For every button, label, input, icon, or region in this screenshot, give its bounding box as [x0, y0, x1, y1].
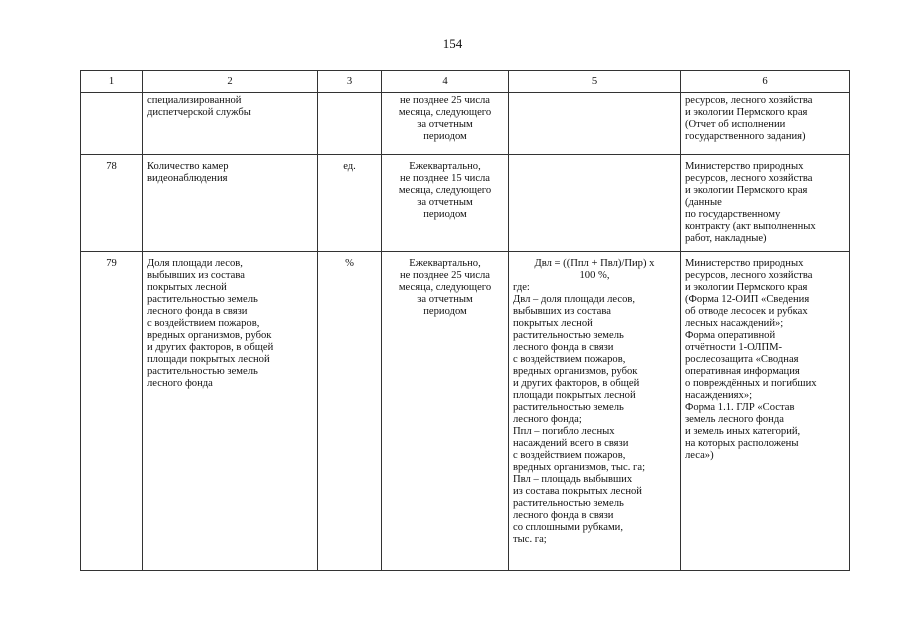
- periodicity-cell: Ежеквартально, не позднее 15 числа месяца, следующего за отчетным периодом: [382, 155, 509, 252]
- method-cell: [509, 93, 681, 155]
- column-header: 6: [681, 71, 850, 93]
- unit-cell: [318, 93, 382, 155]
- indicator-name-cell: Доля площади лесов, выбывших из состава покрытых лесной растительностью земель лесного фонда в связи с воздействием пожаров, вредных организмов, рубок и других факторов, в общей площади покрытых лесной растительностью земель лесного фонда: [143, 252, 318, 571]
- column-header: 3: [318, 71, 382, 93]
- source-cell: Министерство природных ресурсов, лесного хозяйства и экологии Пермского края (данные по государственному контракту (акт выполненных работ, накладные): [681, 155, 850, 252]
- page-number: 154: [442, 36, 463, 51]
- table-row: [81, 155, 850, 252]
- table-header-row: [81, 71, 850, 93]
- method-cell: [509, 252, 681, 571]
- source-cell: Министерство природных ресурсов, лесного хозяйства и экологии Пермского края (Форма 12-ОИП «Сведения об отводе лесосек и рубках лесных насаждений»; Форма оперативной отчётности 1-ОЛПМ- рослесозащита «Сводная оперативная информация о повреждённых и погибших насаждениях»; Форма 1.1. ГЛР «Состав земель лесного фонда и земель иных категорий, на которых расположены леса»): [681, 252, 850, 571]
- table-row: [81, 93, 850, 155]
- indicator-name-cell: специализированной диспетчерской службы: [143, 93, 318, 155]
- formula: Двл = ((Ппл + Пвл)/Пир) x 100 %,: [534, 258, 655, 281]
- unit-cell: ед.: [318, 155, 382, 252]
- column-header: 4: [382, 71, 509, 93]
- column-header: 1: [81, 71, 143, 93]
- column-header: 5: [509, 71, 681, 93]
- periodicity-cell: Ежеквартально, не позднее 25 числа месяца, следующего за отчетным периодом: [382, 252, 509, 571]
- row-number-cell: 79: [81, 252, 143, 571]
- row-number-cell: 78: [81, 155, 143, 252]
- unit-cell: %: [318, 252, 382, 571]
- column-header: 2: [143, 71, 318, 93]
- indicators-table: [80, 70, 850, 571]
- row-number-cell: [81, 93, 143, 155]
- source-cell: ресурсов, лесного хозяйства и экологии Пермского края (Отчет об исполнении государственного задания): [681, 93, 850, 155]
- method-cell: [509, 155, 681, 252]
- formula-description: где: Двл – доля площади лесов, выбывших из состава покрытых лесной растительностью земель лесного фонда в связи с воздействием пожаров, вредных организмов, рубок и других факторов, в общей площади покрытых лесной растительностью земель лесного фонда; Ппл – погибло лесных насаждений всего в связи с воздействием пожаров, вредных организмов, тыс. га; Пвл – площадь выбывших из состава покрытых лесной растительностью земель лесного фонда в связи со сплошными рубками, тыс. га;: [513, 282, 646, 545]
- table-row: [81, 252, 850, 571]
- indicator-name-cell: Количество камер видеонаблюдения: [143, 155, 318, 252]
- periodicity-cell: не позднее 25 числа месяца, следующего за отчетным периодом: [382, 93, 509, 155]
